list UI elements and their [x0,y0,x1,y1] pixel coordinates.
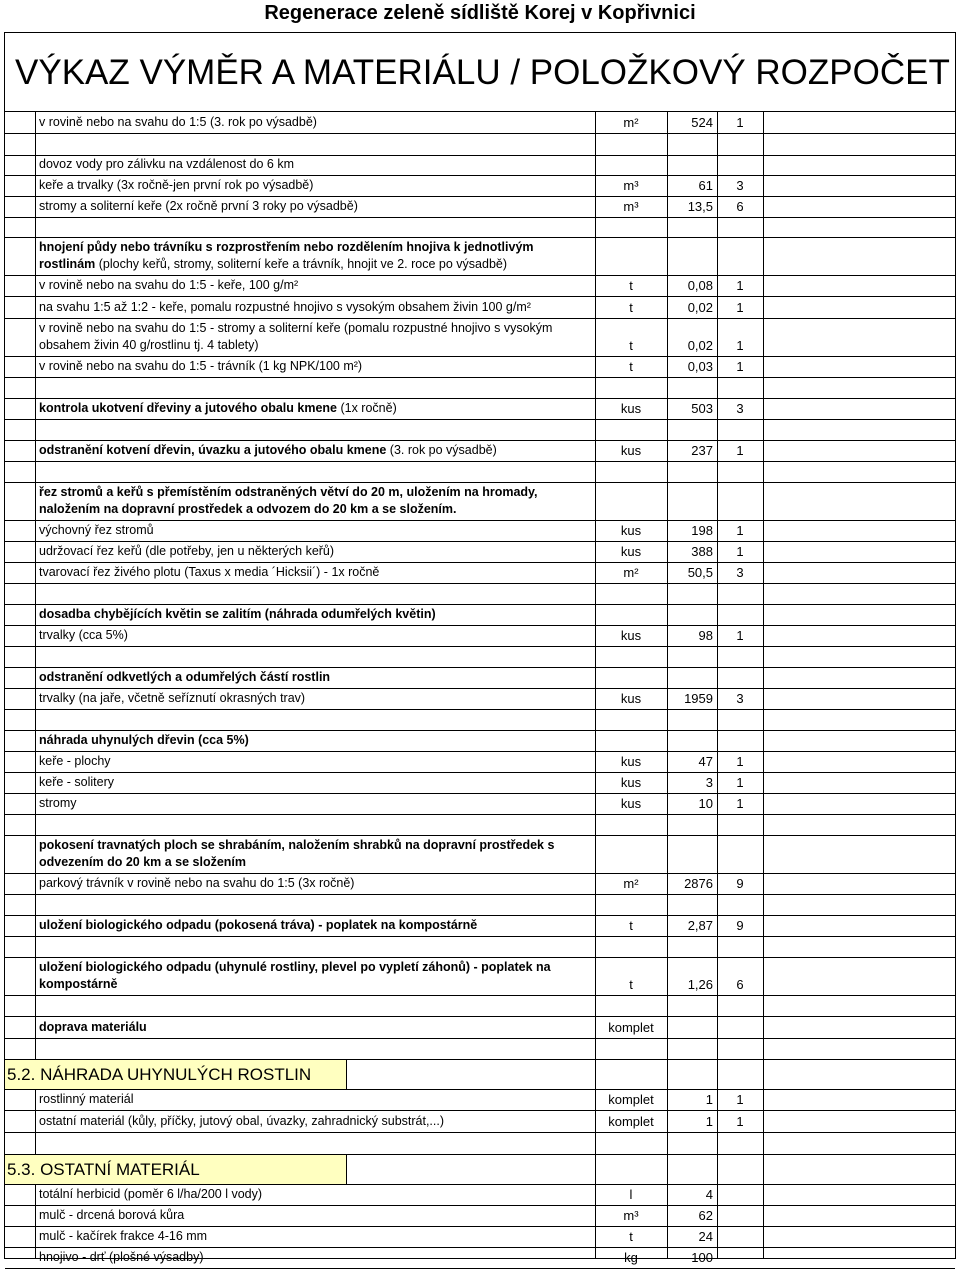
table-row [5,462,955,483]
description-line: řez stromů a keřů s přemístěním odstraněných větví do 20 m, uložením na hromady, [39,485,538,499]
description-line: keře - plochy [39,754,111,768]
quantity-cell: 237 [691,443,713,458]
table-row [5,836,955,874]
section-header-row [5,1155,955,1185]
item-description [5,836,595,873]
description-line: obsahem živin 40 g/rostlinu tj. 4 tablety) [39,338,259,352]
table-row [5,937,955,958]
item-description [5,521,595,541]
unit-cell: kus [620,796,642,811]
item-description [5,647,595,667]
quantity-cell [667,815,717,835]
item-description [5,483,595,520]
quantity-cell: 62 [698,1208,713,1223]
multiplier-cell: 6 [736,199,744,214]
item-description [5,238,595,275]
unit-cell [595,937,667,957]
quantity-cell: 0,08 [687,278,713,293]
quantity-cell [667,378,717,398]
item-description [5,937,595,957]
item-description [5,357,595,377]
unit-cell: m³ [623,178,639,193]
unit-cell: kus [620,691,642,706]
table-row [5,752,955,773]
quantity-cell: 50,5 [687,565,713,580]
item-description [5,441,595,461]
quantity-cell: 3 [705,775,713,790]
multiplier-cell: 1 [736,1114,744,1129]
table-row [5,441,955,462]
table-row [5,521,955,542]
table-row [5,895,955,916]
item-description [5,542,595,562]
multiplier-cell: 3 [736,401,744,416]
unit-cell: komplet [608,1114,654,1129]
unit-cell [595,996,667,1016]
multiplier-cell: 1 [736,115,744,130]
unit-cell [595,1039,667,1059]
description-line: doprava materiálu [39,1020,147,1034]
quantity-cell [667,420,717,440]
table-row [5,874,955,895]
item-description [5,197,595,217]
table-row [5,647,955,668]
table-row [5,420,955,441]
description-line [39,442,595,459]
section-header-cell [5,1060,347,1089]
multiplier-cell [717,996,763,1016]
description-bold-part: rostlinám [39,257,96,271]
table-row [5,1185,955,1206]
unit-cell [595,238,667,275]
unit-cell [595,420,667,440]
unit-cell [595,218,667,237]
table-row [5,156,955,176]
multiplier-cell [717,937,763,957]
multiplier-cell [717,647,763,667]
item-description [5,605,595,625]
multiplier-cell [717,1185,763,1205]
description-line: trvalky (cca 5%) [39,628,128,642]
unit-cell: kus [620,401,642,416]
table-row [5,176,955,197]
item-description [5,584,595,604]
table-row [5,319,955,357]
description-rest: (3. rok po výsadbě) [386,443,497,457]
quantity-cell: 1 [705,1114,713,1129]
multiplier-cell [717,1206,763,1226]
description-line: tvarovací řez živého plotu (Taxus x media ´Hicksii´) - 1x ročně [39,565,380,579]
unit-cell [595,710,667,730]
budget-table [4,112,956,1265]
quantity-cell [667,1039,717,1059]
description-line: náhrada uhynulých dřevin (cca 5%) [39,733,249,747]
item-description [5,420,595,440]
unit-cell [595,156,667,175]
quantity-cell [667,996,717,1016]
multiplier-cell: 1 [736,443,744,458]
table-row [5,1090,955,1111]
description-rest: (plochy keřů, stromy, soliterní keře a trávník, hnojit ve 2. roce po výsadbě) [95,257,508,271]
item-description [5,462,595,482]
multiplier-cell: 3 [736,565,744,580]
unit-cell: t [629,977,633,992]
description-line: hnojení půdy nebo trávníku s rozprostřením nebo rozdělením hnojiva k jednotlivým [39,240,534,254]
quantity-cell: 10 [698,796,713,811]
description-line: odvezením do 20 km a se složením [39,855,247,869]
description-line: trvalky (na jaře, včetně seříznutí okrasných trav) [39,691,306,705]
description-line: hnojivo - drť (plošné výsadby) [39,1250,204,1264]
table-row [5,542,955,563]
quantity-cell: 0,03 [687,359,713,374]
section-header-cell [5,1155,347,1184]
item-description [5,563,595,583]
item-description [5,134,595,155]
description-line: parkový trávník v rovině nebo na svahu do 1:5 (3x ročně) [39,876,355,890]
quantity-cell: 1,26 [687,977,713,992]
item-description [5,794,595,814]
quantity-cell: 2876 [684,876,713,891]
table-row [5,357,955,378]
table-row [5,605,955,626]
table-row [5,378,955,399]
item-description [5,895,595,915]
multiplier-cell [717,584,763,604]
description-line [39,256,595,273]
item-description [5,218,595,237]
table-row [5,218,955,238]
description-line: v rovině nebo na svahu do 1:5 - trávník (1 kg NPK/100 m²) [39,359,363,373]
quantity-cell: 61 [698,178,713,193]
multiplier-cell [717,895,763,915]
multiplier-cell [717,815,763,835]
unit-cell [595,815,667,835]
multiplier-cell: 3 [736,691,744,706]
table-row [5,483,955,521]
item-description [5,710,595,730]
multiplier-cell: 1 [736,796,744,811]
item-description [5,156,595,175]
unit-cell [595,584,667,604]
unit-cell: m³ [623,1208,639,1223]
multiplier-cell [717,1039,763,1059]
unit-cell [595,647,667,667]
item-description [5,689,595,709]
description-bold-part: kontrola ukotvení dřeviny a jutového obalu kmene [39,401,337,415]
description-line: uložení biologického odpadu (pokosená tráva) - poplatek na kompostárně [39,918,478,932]
description-bold-part: odstranění kotvení dřevin, úvazku a jutového obalu kmene [39,443,387,457]
quantity-cell [667,647,717,667]
quantity-cell [667,134,717,155]
unit-cell: t [629,1229,633,1244]
multiplier-cell [717,1227,763,1247]
multiplier-cell: 1 [736,359,744,374]
table-row [5,1111,955,1133]
table-row [5,815,955,836]
description-line: uložení biologického odpadu (uhynulé rostliny, plevel po vypletí záhonů) - poplatek na [39,960,551,974]
description-line: na svahu 1:5 až 1:2 - keře, pomalu rozpustné hnojivo s vysokým obsahem živin 100 g/m² [39,300,531,314]
quantity-cell: 24 [698,1229,713,1244]
unit-cell: kus [620,443,642,458]
quantity-cell: 100 [691,1250,713,1265]
quantity-cell [667,731,717,751]
unit-cell: t [629,300,633,315]
unit-cell: t [629,278,633,293]
quantity-cell [667,710,717,730]
description-line: kompostárně [39,977,118,991]
unit-cell: m³ [623,199,639,214]
unit-cell: m² [623,876,639,891]
multiplier-cell: 1 [736,338,744,353]
description-line: dosadba chybějících květin se zalitím (náhrada odumřelých květin) [39,607,436,621]
table-row [5,1227,955,1248]
table-row [5,584,955,605]
unit-cell [595,134,667,155]
quantity-cell [667,1017,717,1038]
multiplier-cell: 1 [736,775,744,790]
multiplier-cell [717,836,763,873]
item-description [5,1185,595,1205]
multiplier-cell [717,668,763,688]
quantity-cell [667,1133,717,1154]
description-line: stromy a soliterní keře (2x ročně první 3 roky po výsadbě) [39,199,358,213]
unit-cell: m² [623,115,639,130]
multiplier-cell: 1 [736,754,744,769]
table-row [5,1133,955,1155]
unit-cell [595,895,667,915]
unit-cell [595,462,667,482]
item-description [5,1017,595,1038]
multiplier-cell [717,1248,763,1268]
item-description [5,668,595,688]
quantity-cell [667,937,717,957]
item-description [5,731,595,751]
quantity-cell: 4 [705,1187,713,1202]
multiplier-cell [717,605,763,625]
table-row [5,276,955,297]
table-row [5,197,955,218]
description-line: dovoz vody pro zálivku na vzdálenost do 6 km [39,157,294,171]
table-row [5,626,955,647]
table-row [5,112,955,134]
quantity-cell [667,895,717,915]
multiplier-cell: 6 [736,977,744,992]
unit-cell [595,605,667,625]
quantity-cell: 0,02 [687,338,713,353]
section-title: 5.2. NÁHRADA UHYNULÝCH ROSTLIN [7,1065,312,1084]
quantity-cell [667,218,717,237]
quantity-cell [667,156,717,175]
quantity-cell [667,483,717,520]
unit-cell: kus [620,775,642,790]
unit-cell: kg [624,1250,638,1265]
description-rest: (1x ročně) [336,401,397,415]
table-row [5,134,955,156]
unit-cell: komplet [608,1020,654,1035]
table-row [5,399,955,420]
description-line: mulč - drcená borová kůra [39,1208,185,1222]
unit-cell [595,731,667,751]
multiplier-cell: 3 [736,178,744,193]
table-row [5,710,955,731]
quantity-cell [667,668,717,688]
unit-cell [595,483,667,520]
description-line: mulč - kačírek frakce 4-16 mm [39,1229,208,1243]
quantity-cell [667,462,717,482]
quantity-cell: 2,87 [687,918,713,933]
multiplier-cell: 1 [736,1092,744,1107]
item-description [5,378,595,398]
item-description [5,1111,595,1132]
quantity-cell: 198 [691,523,713,538]
multiplier-cell: 1 [736,628,744,643]
table-row [5,731,955,752]
table-row [5,958,955,996]
multiplier-cell: 1 [736,544,744,559]
item-description [5,626,595,646]
item-description [5,958,595,995]
multiplier-cell [717,1133,763,1154]
unit-cell: komplet [608,1092,654,1107]
table-row [5,773,955,794]
description-line: keře a trvalky (3x ročně-jen první rok po výsadbě) [39,178,314,192]
table-row [5,297,955,319]
description-line: v rovině nebo na svahu do 1:5 - keře, 100 g/m² [39,278,299,292]
unit-cell: t [629,359,633,374]
section-title: 5.3. OSTATNÍ MATERIÁL [7,1160,200,1179]
item-description [5,752,595,772]
item-description [5,399,595,419]
table-row [5,916,955,937]
multiplier-cell: 1 [736,300,744,315]
quantity-cell: 98 [698,628,713,643]
unit-cell: l [629,1187,633,1202]
item-description [5,1248,595,1268]
quantity-cell: 13,5 [687,199,713,214]
item-description [5,815,595,835]
description-line: rostlinný materiál [39,1092,134,1106]
description-line: totální herbicid (poměr 6 l/ha/200 l vody) [39,1187,263,1201]
item-description [5,996,595,1016]
item-description [5,1039,595,1059]
multiplier-cell [717,420,763,440]
quantity-cell: 1959 [684,691,713,706]
quantity-cell: 388 [691,544,713,559]
quantity-cell: 1 [705,1092,713,1107]
unit-cell: m² [623,565,639,580]
item-description [5,297,595,318]
quantity-cell: 503 [691,401,713,416]
table-row [5,689,955,710]
table-row [5,996,955,1017]
multiplier-cell [717,731,763,751]
description-line: v rovině nebo na svahu do 1:5 (3. rok po výsadbě) [39,115,317,129]
table-row [5,563,955,584]
table-row [5,238,955,276]
multiplier-cell: 9 [736,918,744,933]
description-line: pokosení travnatých ploch se shrabáním, naložením shrabků na dopravní prostředek s [39,838,555,852]
multiplier-cell [717,483,763,520]
quantity-cell: 524 [691,115,713,130]
item-description [5,276,595,296]
unit-cell [595,668,667,688]
quantity-cell [667,584,717,604]
multiplier-cell [717,378,763,398]
unit-cell [595,378,667,398]
multiplier-cell [717,134,763,155]
unit-cell: kus [620,523,642,538]
item-description [5,112,595,133]
item-description [5,1206,595,1226]
multiplier-cell [717,1017,763,1038]
unit-cell: t [629,338,633,353]
quantity-cell [667,238,717,275]
item-description [5,1133,595,1154]
multiplier-cell [717,238,763,275]
item-description [5,916,595,936]
description-line: odstranění odkvetlých a odumřelých částí rostlin [39,670,331,684]
multiplier-cell: 1 [736,523,744,538]
page-heading: VÝKAZ VÝMĚR A MATERIÁLU / POLOŽKOVÝ ROZPOČET [4,32,956,112]
table-row [5,794,955,815]
item-description [5,1227,595,1247]
unit-cell: t [629,918,633,933]
multiplier-cell [717,218,763,237]
item-description [5,176,595,196]
multiplier-cell: 1 [736,278,744,293]
item-description [5,773,595,793]
unit-cell [595,836,667,873]
description-line: udržovací řez keřů (dle potřeby, jen u některých keřů) [39,544,335,558]
item-description [5,319,595,356]
item-description [5,1090,595,1110]
description-line: v rovině nebo na svahu do 1:5 - stromy a soliterní keře (pomalu rozpustné hnojivo s vysokým [39,321,553,335]
description-line: ostatní materiál (kůly, příčky, jutový obal, úvazky, zahradnický substrát,...) [39,1114,445,1128]
description-line: výchovný řez stromů [39,523,154,537]
document-title: Regenerace zeleně sídliště Korej v Kopřivnici [264,2,696,24]
quantity-cell: 47 [698,754,713,769]
multiplier-cell [717,462,763,482]
unit-cell [595,1133,667,1154]
description-line: stromy [39,796,77,810]
description-line [39,400,595,417]
quantity-cell: 0,02 [687,300,713,315]
description-line: naložením na dopravní prostředek a odvozem do 20 km a se složením. [39,502,457,516]
table-row [5,1206,955,1227]
unit-cell: kus [620,628,642,643]
description-line: keře - solitery [39,775,115,789]
quantity-cell [667,605,717,625]
quantity-cell [667,836,717,873]
multiplier-cell [717,710,763,730]
item-description [5,874,595,894]
table-row [5,1039,955,1060]
section-header-row [5,1060,955,1090]
unit-cell: kus [620,544,642,559]
table-row [5,668,955,689]
multiplier-cell: 9 [736,876,744,891]
table-row [5,1017,955,1039]
unit-cell: kus [620,754,642,769]
multiplier-cell [717,156,763,175]
